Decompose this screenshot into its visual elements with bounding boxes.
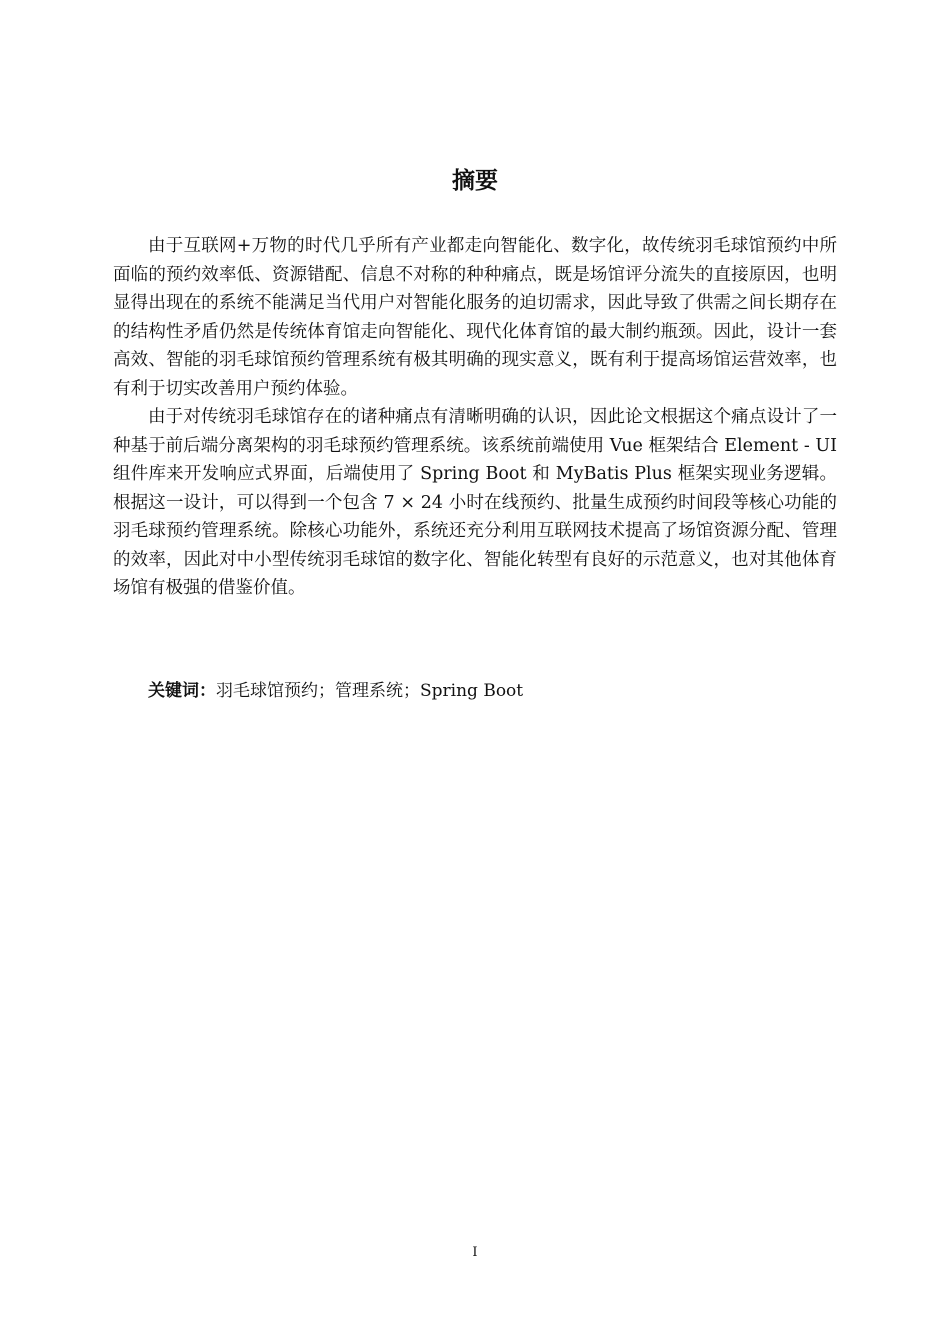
keywords-label: 关键词：	[148, 681, 216, 701]
page-number: I	[472, 1245, 478, 1260]
abstract-paragraph-2: 由于对传统羽毛球馆存在的诸种痛点有清晰明确的认识，因此论文根据这个痛点设计了一种基于前后端分离架构的羽毛球预约管理系统。该系统前端使用 Vue 框架结合 Element - UI 组件库来开发响应式界面，后端使用了 Spring Boot 和 MyBatis Plus 框架实现业务逻辑。根据这一设计，可以得到一个包含 7 × 24 小时在线预约、批量生成预约时间段等核心功能的羽毛球预约管理系统。除核心功能外，系统还充分利用互联网技术提高了场馆资源分配、管理的效率，因此对中小型传统羽毛球馆的数字化、智能化转型有良好的示范意义，也对其他体育场馆有极强的借鉴价值。	[113, 407, 837, 598]
abstract-body	[113, 232, 837, 603]
keywords-line	[148, 677, 523, 705]
keywords-text: 羽毛球馆预约；管理系统；Spring Boot	[216, 681, 524, 701]
page-title: 摘要	[452, 168, 498, 194]
abstract-paragraph-1: 由于互联网+万物的时代几乎所有产业都走向智能化、数字化，故传统羽毛球馆预约中所面临的预约效率低、资源错配、信息不对称的种种痛点，既是场馆评分流失的直接原因，也明显得出现在的系统不能满足当代用户对智能化服务的迫切需求，因此导致了供需之间长期存在的结构性矛盾仍然是传统体育馆走向智能化、现代化体育馆的最大制约瓶颈。因此，设计一套高效、智能的羽毛球馆预约管理系统有极其明确的现实意义，既有利于提高场馆运营效率，也有利于切实改善用户预约体验。	[113, 236, 837, 399]
